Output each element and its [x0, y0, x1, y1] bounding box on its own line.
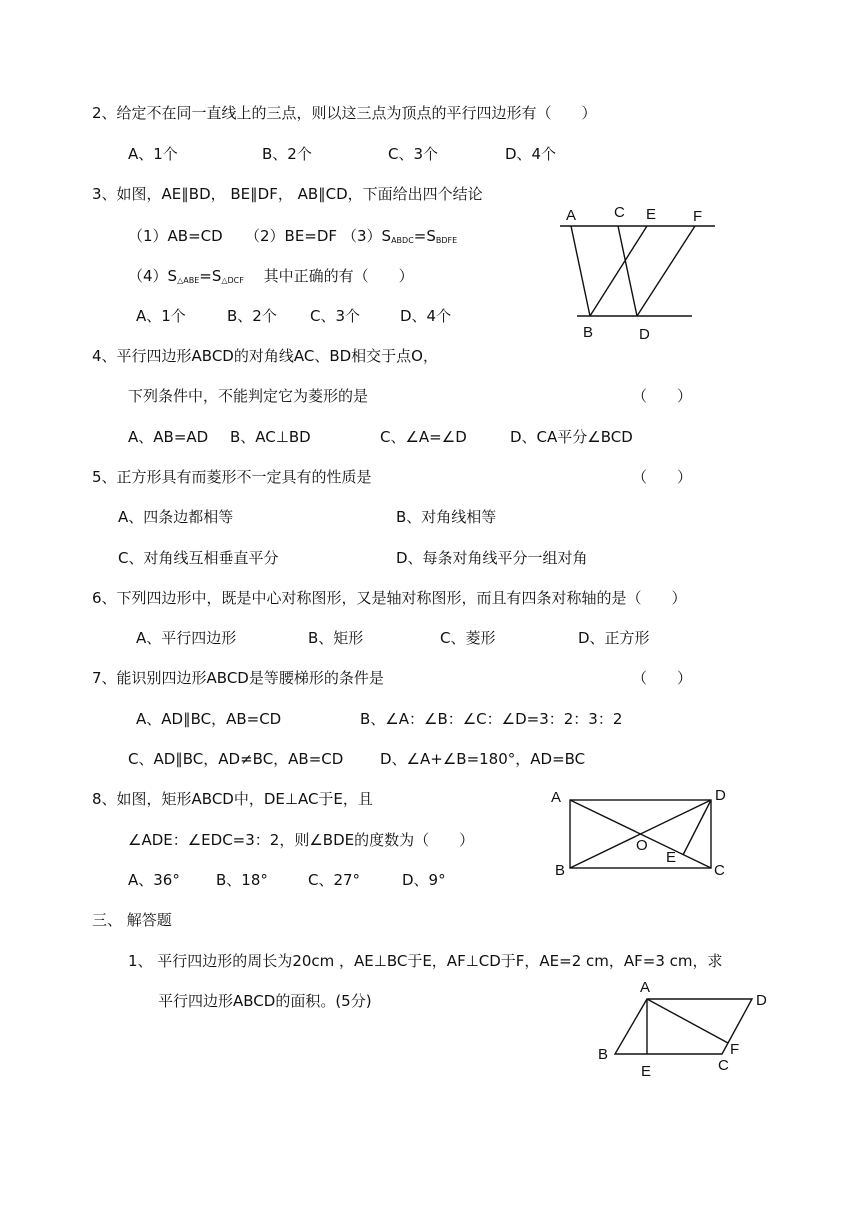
q8-stem: 8、如图，矩形ABCD中，DE⊥AC于E，且 — [92, 790, 373, 808]
q7-option-d: D、∠A+∠B=180°，AD=BC — [380, 750, 586, 768]
q3-segment-fd — [637, 226, 695, 316]
q3-c3-sub2: BDFE — [435, 236, 458, 245]
q8-option-a: A、36° — [128, 871, 180, 889]
q5-option-b: B、对角线相等 — [396, 508, 497, 526]
q8-label-d: D — [715, 787, 726, 804]
q7-option-a: A、AD∥BC，AB=CD — [136, 710, 282, 728]
q8-option-d: D、9° — [402, 871, 446, 889]
q4-option-a: A、AB=AD — [128, 428, 209, 446]
q5-option-d: D、每条对角线平分一组对角 — [396, 549, 588, 567]
q3-stem: 3、如图，AE∥BD， BE∥DF， AB∥CD，下面给出四个结论 — [92, 185, 483, 203]
q3-c4-eq: =S — [199, 267, 222, 285]
q3-option-c: C、3个 — [310, 307, 361, 325]
q8-segment-de — [683, 800, 711, 855]
q7-option-b: B、∠A：∠B：∠C：∠D=3：2：3：2 — [360, 710, 623, 728]
q8-label-b: B — [555, 862, 566, 879]
p1-segment-af — [647, 999, 728, 1043]
q3-label-f: F — [693, 208, 703, 225]
q8-label-e: E — [666, 849, 677, 866]
q3-option-a: A、1个 — [136, 307, 186, 325]
q3-c4-prefix: （4）S — [128, 267, 178, 285]
q3-segment-ab — [571, 226, 590, 316]
q8-label-c: C — [714, 862, 725, 879]
q3-conclusion-2: （2）BE=DF — [245, 227, 338, 245]
p1-label-b: B — [598, 1046, 609, 1063]
q3-figure — [550, 195, 730, 345]
q3-label-c: C — [614, 204, 625, 221]
section-title: 三、 解答题 — [92, 911, 172, 929]
q6-option-c: C、菱形 — [440, 629, 496, 647]
q3-option-d: D、4个 — [400, 307, 452, 325]
q2-option-c: C、3个 — [388, 145, 439, 163]
q3-segment-eb — [590, 226, 647, 316]
q3-conclusion-4 — [128, 266, 414, 291]
q3-conclusion-1: （1）AB=CD — [128, 227, 223, 245]
q8-label-a: A — [551, 789, 562, 806]
q3-label-b: B — [583, 324, 594, 341]
q6-option-a: A、平行四边形 — [136, 629, 237, 647]
q3-c3-eq: =S — [413, 227, 436, 245]
problem-1-line-1: 1、 平行四边形的周长为20cm ，AE⊥BC于E，AF⊥CD于F，AE=2 cm，AF=3 cm，求 — [128, 952, 723, 970]
q8-option-b: B、18° — [216, 871, 268, 889]
q4-bracket: （ ） — [632, 387, 693, 405]
q3-c4-sub2: △DCF — [221, 276, 244, 285]
q3-c3-sub1: ABDC — [391, 236, 414, 245]
q3-label-e: E — [646, 206, 657, 223]
q8-option-c: C、27° — [308, 871, 361, 889]
q2-option-d: D、4个 — [505, 145, 557, 163]
q4-option-b: B、AC⊥BD — [230, 428, 311, 446]
q3-conclusion-3 — [342, 226, 457, 251]
q2-stem: 2、给定不在同一直线上的三点，则以这三点为顶点的平行四边形有（ ） — [92, 104, 597, 122]
q3-segment-cd — [618, 226, 637, 316]
p1-label-e: E — [641, 1063, 652, 1080]
q6-option-b: B、矩形 — [308, 629, 364, 647]
q5-stem: 5、正方形具有而菱形不一定具有的性质是 — [92, 468, 372, 486]
q3-c3-prefix: （3）S — [342, 227, 392, 245]
problem-1-line-2: 平行四边形ABCD的面积。(5分) — [158, 992, 372, 1010]
q3-option-b: B、2个 — [227, 307, 277, 325]
q8-label-o: O — [636, 837, 648, 854]
p1-label-a: A — [640, 979, 651, 996]
q7-stem: 7、能识别四边形ABCD是等腰梯形的条件是 — [92, 669, 384, 687]
p1-figure — [590, 975, 775, 1085]
q4-stem-2: 下列条件中，不能判定它为菱形的是 — [128, 387, 369, 405]
q4-option-d: D、CA平分∠BCD — [510, 428, 633, 446]
q5-bracket: （ ） — [632, 468, 693, 486]
q3-label-a: A — [566, 207, 577, 224]
q8-figure — [548, 783, 733, 883]
q4-option-c: C、∠A=∠D — [380, 428, 467, 446]
q2-option-b: B、2个 — [262, 145, 312, 163]
q7-option-c: C、AD∥BC，AD≠BC，AB=CD — [128, 750, 344, 768]
p1-label-c: C — [718, 1057, 729, 1074]
q2-option-a: A、1个 — [128, 145, 178, 163]
q3-label-d: D — [639, 326, 650, 343]
q3-c4-tail: 其中正确的有（ ） — [263, 267, 414, 285]
q6-stem: 6、下列四边形中，既是中心对称图形，又是轴对称图形，而且有四条对称轴的是（ ） — [92, 589, 687, 607]
q6-option-d: D、正方形 — [578, 629, 650, 647]
q8-stem-2: ∠ADE：∠EDC=3：2，则∠BDE的度数为（ ） — [128, 831, 475, 849]
q5-option-a: A、四条边都相等 — [118, 508, 234, 526]
q5-option-c: C、对角线互相垂直平分 — [118, 549, 279, 567]
q7-bracket: （ ） — [632, 669, 693, 687]
p1-label-d: D — [756, 992, 767, 1009]
q3-c4-sub1: △ABE — [177, 276, 200, 285]
p1-label-f: F — [730, 1041, 740, 1058]
q4-stem: 4、平行四边形ABCD的对角线AC、BD相交于点O， — [92, 347, 438, 365]
